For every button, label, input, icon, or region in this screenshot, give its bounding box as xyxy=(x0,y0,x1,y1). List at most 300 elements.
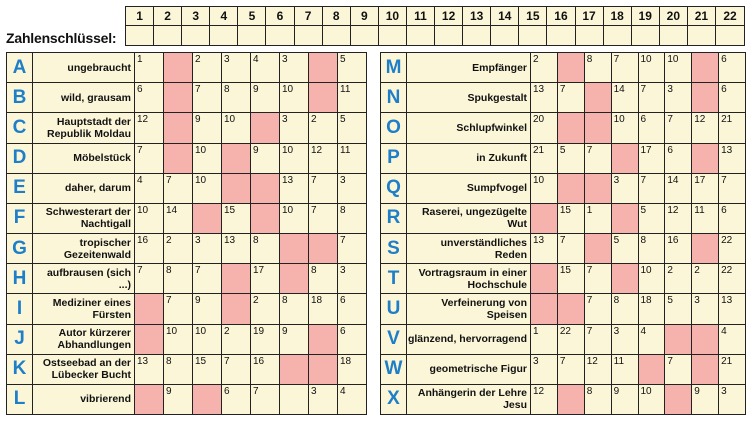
key-cell-13 xyxy=(463,7,491,45)
answer-cell[interactable]: 10 xyxy=(280,144,309,173)
solution-cell-shaded[interactable] xyxy=(251,113,280,142)
key-cell-6 xyxy=(266,7,294,45)
puzzle-row-c xyxy=(7,113,366,143)
key-number: 6 xyxy=(266,7,293,26)
answer-cell[interactable]: 16 xyxy=(135,234,164,263)
solution-cell-shaded[interactable] xyxy=(309,234,338,263)
solution-cell-shaded[interactable] xyxy=(309,355,338,384)
clue-text: unverständliches Reden xyxy=(407,234,531,263)
solution-cell-shaded[interactable] xyxy=(692,355,719,384)
solution-cell-shaded[interactable] xyxy=(692,144,719,173)
clue-text: Raserei, ungezügelte Wut xyxy=(407,204,531,233)
key-number: 17 xyxy=(576,7,603,26)
solution-cell-shaded[interactable] xyxy=(665,325,692,354)
solution-cell-shaded[interactable] xyxy=(531,204,558,233)
puzzle-row-t xyxy=(381,264,745,294)
answer-cell[interactable]: 7 xyxy=(251,385,280,414)
answer-cell[interactable]: 2 xyxy=(251,294,280,323)
puzzle-row-e xyxy=(7,174,366,204)
answer-cell[interactable]: 7 xyxy=(340,235,346,247)
answer-cell[interactable]: 13 xyxy=(222,234,251,263)
answer-cell[interactable]: 15 xyxy=(558,264,585,293)
row-letter: F xyxy=(7,204,33,233)
answer-cell[interactable]: 2 xyxy=(309,113,338,142)
answer-cell[interactable]: 16 xyxy=(251,355,280,384)
key-number: 5 xyxy=(238,7,265,26)
answer-cell[interactable]: 6 xyxy=(721,204,727,216)
key-cell-14 xyxy=(491,7,519,45)
solution-cell-shaded[interactable] xyxy=(164,83,193,112)
answer-cell[interactable]: 10 xyxy=(531,174,558,203)
key-answer-box[interactable] xyxy=(379,26,406,45)
answer-cell[interactable]: 8 xyxy=(639,234,666,263)
solution-cell-shaded[interactable] xyxy=(222,264,251,293)
answer-cell[interactable]: 11 xyxy=(612,355,639,384)
answer-cell[interactable]: 9 xyxy=(612,385,639,414)
answer-cell[interactable]: 3 xyxy=(309,385,338,414)
answer-cell[interactable]: 1 xyxy=(531,325,558,354)
row-letter: V xyxy=(381,325,407,354)
key-cell-8 xyxy=(323,7,351,45)
answer-cell[interactable]: 11 xyxy=(340,84,351,96)
answer-cell[interactable]: 7 xyxy=(309,174,338,203)
answer-cell[interactable]: 11 xyxy=(692,204,719,233)
key-answer-box[interactable] xyxy=(632,26,659,45)
answer-cell[interactable]: 22 xyxy=(721,265,733,277)
solution-cell-shaded[interactable] xyxy=(585,234,612,263)
answer-cell[interactable]: 10 xyxy=(280,204,309,233)
answer-cell[interactable]: 2 xyxy=(665,264,692,293)
answer-cell[interactable]: 3 xyxy=(692,294,719,323)
answer-cell[interactable]: 6 xyxy=(340,325,346,337)
answer-cell[interactable]: 7 xyxy=(558,234,585,263)
answer-cell[interactable]: 7 xyxy=(721,174,727,186)
answer-cell[interactable]: 9 xyxy=(193,294,222,323)
key-cell-21 xyxy=(688,7,716,45)
answer-cells xyxy=(531,234,745,263)
solution-cell-shaded[interactable] xyxy=(692,83,719,112)
answer-cell[interactable]: 13 xyxy=(721,295,733,307)
key-number: 2 xyxy=(154,7,181,26)
answer-cell[interactable]: 15 xyxy=(193,355,222,384)
answer-cell[interactable]: 9 xyxy=(280,325,309,354)
solution-cell-shaded[interactable] xyxy=(612,144,639,173)
answer-cell[interactable]: 7 xyxy=(585,325,612,354)
solution-cell-shaded[interactable] xyxy=(558,294,585,323)
clue-text: Empfänger xyxy=(407,53,531,82)
puzzle-row-x xyxy=(381,385,745,414)
answer-cell[interactable]: 18 xyxy=(639,294,666,323)
answer-cell[interactable]: 13 xyxy=(135,355,164,384)
solution-cell-shaded[interactable] xyxy=(164,53,193,82)
clue-text: Sumpfvogel xyxy=(407,174,531,203)
answer-cell[interactable]: 8 xyxy=(222,83,251,112)
answer-cell[interactable]: 8 xyxy=(251,234,280,263)
solution-cell-shaded[interactable] xyxy=(280,264,309,293)
answer-cell[interactable]: 20 xyxy=(531,113,558,142)
puzzle-row-u xyxy=(381,294,745,324)
answer-cell[interactable]: 7 xyxy=(585,294,612,323)
key-answer-box[interactable] xyxy=(716,26,744,45)
puzzle-row-l xyxy=(7,385,366,414)
answer-cell[interactable]: 10 xyxy=(280,83,309,112)
solution-cell-shaded[interactable] xyxy=(612,204,639,233)
key-number: 16 xyxy=(547,7,574,26)
answer-cell[interactable]: 8 xyxy=(164,355,193,384)
answer-cell[interactable]: 12 xyxy=(135,113,164,142)
answer-cell[interactable]: 21 xyxy=(721,355,733,367)
answer-cell[interactable]: 12 xyxy=(309,144,338,173)
answer-cell[interactable]: 14 xyxy=(665,174,692,203)
puzzle-row-j xyxy=(7,325,366,355)
answer-cell[interactable]: 7 xyxy=(309,204,338,233)
answer-cells xyxy=(135,385,366,414)
answer-cell[interactable]: 12 xyxy=(531,385,558,414)
row-letter: X xyxy=(381,385,407,414)
answer-cell[interactable]: 7 xyxy=(639,83,666,112)
answer-cell[interactable]: 8 xyxy=(309,264,338,293)
clue-text: Autor kürzerer Abhandlungen xyxy=(33,325,135,354)
solution-cell-shaded[interactable] xyxy=(692,234,719,263)
key-answer-box[interactable] xyxy=(435,26,462,45)
answer-cell[interactable]: 6 xyxy=(135,83,164,112)
solution-cell-shaded[interactable] xyxy=(251,204,280,233)
answer-cell[interactable]: 3 xyxy=(340,174,346,186)
answer-cell[interactable]: 9 xyxy=(164,385,193,414)
solution-cell-shaded[interactable] xyxy=(309,325,338,354)
key-answer-box[interactable] xyxy=(547,26,574,45)
solution-cell-shaded[interactable] xyxy=(558,53,585,82)
answer-cell[interactable] xyxy=(280,385,309,414)
solution-cell-shaded[interactable] xyxy=(193,385,222,414)
answer-cell[interactable]: 5 xyxy=(639,204,666,233)
row-letter: N xyxy=(381,83,407,112)
clue-text: Möbelstück xyxy=(33,144,135,173)
answer-cell[interactable]: 6 xyxy=(721,84,727,96)
clue-text: wild, grausam xyxy=(33,83,135,112)
row-letter: T xyxy=(381,264,407,293)
key-answer-box[interactable] xyxy=(238,26,265,45)
answer-cell[interactable]: 22 xyxy=(721,235,733,247)
solution-cell-shaded[interactable] xyxy=(585,83,612,112)
key-cell-4 xyxy=(210,7,238,45)
answer-cells xyxy=(135,83,366,112)
solution-cell-shaded[interactable] xyxy=(309,83,338,112)
puzzle-row-s xyxy=(381,234,745,264)
answer-cell[interactable]: 3 xyxy=(721,385,727,397)
key-answer-box[interactable] xyxy=(266,26,293,45)
answer-cell[interactable]: 3 xyxy=(340,265,346,277)
answer-cell[interactable]: 3 xyxy=(280,53,309,82)
answer-cell[interactable]: 2 xyxy=(164,234,193,263)
answer-cell[interactable]: 6 xyxy=(721,54,727,65)
answer-cell[interactable]: 9 xyxy=(193,113,222,142)
solution-cell-shaded[interactable] xyxy=(558,385,585,414)
answer-cell[interactable]: 9 xyxy=(692,385,719,414)
puzzle-row-g xyxy=(7,234,366,264)
row-letter: Q xyxy=(381,174,407,203)
answer-cell[interactable]: 13 xyxy=(531,234,558,263)
answer-cell[interactable]: 3 xyxy=(280,113,309,142)
answer-cell[interactable]: 3 xyxy=(665,83,692,112)
answer-cell[interactable]: 7 xyxy=(558,83,585,112)
answer-cells xyxy=(531,325,745,354)
answer-cell[interactable]: 19 xyxy=(251,325,280,354)
solution-cell-shaded[interactable] xyxy=(585,113,612,142)
answer-cell[interactable]: 18 xyxy=(340,355,352,367)
clue-text: Ostseebad an der Lübecker Bucht xyxy=(33,355,135,384)
answer-cells xyxy=(531,264,745,293)
row-letter: M xyxy=(381,53,407,82)
solution-cell-shaded[interactable] xyxy=(309,53,338,82)
answer-cell[interactable]: 10 xyxy=(193,325,222,354)
answer-cell[interactable]: 13 xyxy=(280,174,309,203)
puzzle-row-n xyxy=(381,83,745,113)
key-answer-box[interactable] xyxy=(604,26,631,45)
row-letter: R xyxy=(381,204,407,233)
key-cell-3 xyxy=(182,7,210,45)
key-title: Zahlenschlüssel: xyxy=(6,30,117,46)
answer-cell[interactable]: 8 xyxy=(585,385,612,414)
key-answer-box[interactable] xyxy=(323,26,350,45)
key-answer-box[interactable] xyxy=(688,26,715,45)
answer-cell[interactable]: 8 xyxy=(164,264,193,293)
puzzle-row-b xyxy=(7,83,366,113)
key-answer-box[interactable] xyxy=(576,26,603,45)
answer-cell[interactable]: 12 xyxy=(665,204,692,233)
solution-cell-shaded[interactable] xyxy=(585,174,612,203)
key-cell-22 xyxy=(716,7,744,45)
solution-cell-shaded[interactable] xyxy=(692,325,719,354)
answer-cell[interactable]: 7 xyxy=(585,144,612,173)
clue-text: Spukgestalt xyxy=(407,83,531,112)
answer-cells xyxy=(135,53,366,82)
key-number: 8 xyxy=(323,7,350,26)
answer-cells xyxy=(531,144,745,173)
answer-cell[interactable]: 3 xyxy=(531,355,558,384)
key-cell-2 xyxy=(154,7,182,45)
answer-cell[interactable]: 7 xyxy=(585,264,612,293)
answer-cell[interactable]: 3 xyxy=(222,53,251,82)
puzzle-row-q xyxy=(381,174,745,204)
solution-cell-shaded[interactable] xyxy=(222,144,251,173)
puzzle-row-w xyxy=(381,355,745,385)
row-letter: J xyxy=(7,325,33,354)
key-cell-18 xyxy=(604,7,632,45)
clue-text: tropischer Gezeitenwald xyxy=(33,234,135,263)
answer-cell[interactable]: 7 xyxy=(135,144,164,173)
answer-cell[interactable]: 7 xyxy=(164,174,193,203)
answer-cells xyxy=(135,294,366,323)
solution-cell-shaded[interactable] xyxy=(222,294,251,323)
key-number: 13 xyxy=(463,7,490,26)
answer-cell[interactable]: 2 xyxy=(222,325,251,354)
answer-cell[interactable]: 7 xyxy=(639,174,666,203)
key-answer-box[interactable] xyxy=(463,26,490,45)
answer-cell[interactable]: 10 xyxy=(612,113,639,142)
answer-cell[interactable]: 2 xyxy=(531,53,558,82)
solution-cell-shaded[interactable] xyxy=(531,264,558,293)
answer-cell[interactable]: 6 xyxy=(639,113,666,142)
key-answer-box[interactable] xyxy=(126,26,153,45)
key-answer-box[interactable] xyxy=(210,26,237,45)
answer-cell[interactable]: 10 xyxy=(665,53,692,82)
key-answer-box[interactable] xyxy=(182,26,209,45)
solution-cell-shaded[interactable] xyxy=(692,53,719,82)
answer-cell[interactable]: 13 xyxy=(531,83,558,112)
puzzle-row-m xyxy=(381,53,745,83)
answer-cell[interactable]: 1 xyxy=(135,53,164,82)
solution-cell-shaded[interactable] xyxy=(665,385,692,414)
solution-cell-shaded[interactable] xyxy=(280,355,309,384)
answer-cell[interactable]: 2 xyxy=(193,53,222,82)
key-answer-box[interactable] xyxy=(660,26,687,45)
solution-cell-shaded[interactable] xyxy=(612,264,639,293)
answer-cells xyxy=(531,83,745,112)
answer-cells xyxy=(531,385,745,414)
answer-cell[interactable]: 10 xyxy=(639,385,666,414)
puzzle-row-f xyxy=(7,204,366,234)
answer-cell[interactable]: 10 xyxy=(639,53,666,82)
answer-cell[interactable]: 10 xyxy=(193,144,222,173)
answer-cell[interactable]: 3 xyxy=(612,174,639,203)
key-answer-box[interactable] xyxy=(519,26,546,45)
answer-cell[interactable]: 10 xyxy=(222,113,251,142)
answer-cell[interactable]: 12 xyxy=(585,355,612,384)
row-letter: P xyxy=(381,144,407,173)
solution-cell-shaded[interactable] xyxy=(558,174,585,203)
answer-cells xyxy=(531,53,745,82)
answer-cell[interactable]: 15 xyxy=(558,204,585,233)
answer-cell[interactable]: 10 xyxy=(193,174,222,203)
answer-cell[interactable]: 4 xyxy=(340,385,346,397)
solution-cell-shaded[interactable] xyxy=(639,355,666,384)
clue-text: ungebraucht xyxy=(33,53,135,82)
answer-cell[interactable]: 22 xyxy=(558,325,585,354)
solution-cell-shaded[interactable] xyxy=(531,294,558,323)
answer-cell[interactable]: 14 xyxy=(612,83,639,112)
answer-cell[interactable]: 10 xyxy=(135,204,164,233)
answer-cell[interactable]: 3 xyxy=(193,234,222,263)
answer-cell[interactable]: 7 xyxy=(665,113,692,142)
answer-cell[interactable]: 18 xyxy=(309,294,338,323)
answer-cell[interactable]: 5 xyxy=(340,114,346,126)
answer-cells xyxy=(135,174,366,203)
row-letter: W xyxy=(381,355,407,384)
row-letter: L xyxy=(7,385,33,414)
answer-cell[interactable]: 8 xyxy=(280,294,309,323)
answer-cell[interactable]: 9 xyxy=(251,144,280,173)
answer-cell[interactable]: 3 xyxy=(612,325,639,354)
answer-cell[interactable]: 15 xyxy=(222,204,251,233)
key-answer-box[interactable] xyxy=(351,26,378,45)
answer-cell[interactable]: 5 xyxy=(612,234,639,263)
clue-text: aufbrausen (sich ...) xyxy=(33,264,135,293)
answer-cells xyxy=(135,325,366,354)
puzzle-row-o xyxy=(381,113,745,143)
answer-cell[interactable]: 2 xyxy=(692,264,719,293)
key-number: 9 xyxy=(351,7,378,26)
key-number: 1 xyxy=(126,7,153,26)
answer-cell[interactable]: 17 xyxy=(692,174,719,203)
answer-cell[interactable]: 8 xyxy=(340,204,346,216)
solution-cell-shaded[interactable] xyxy=(558,113,585,142)
answer-cell[interactable]: 4 xyxy=(721,325,727,337)
key-answer-box[interactable] xyxy=(407,26,434,45)
answer-cell[interactable]: 13 xyxy=(721,144,733,156)
solution-cell-shaded[interactable] xyxy=(280,234,309,263)
answer-cell[interactable]: 5 xyxy=(665,294,692,323)
row-letter: B xyxy=(7,83,33,112)
key-cell-10 xyxy=(379,7,407,45)
solution-cell-shaded[interactable] xyxy=(193,204,222,233)
answer-cell[interactable]: 7 xyxy=(193,264,222,293)
solution-cell-shaded[interactable] xyxy=(164,113,193,142)
key-answer-box[interactable] xyxy=(491,26,518,45)
answer-cell[interactable]: 1 xyxy=(585,204,612,233)
answer-cell[interactable]: 14 xyxy=(164,204,193,233)
answer-cell[interactable]: 4 xyxy=(639,325,666,354)
key-number: 4 xyxy=(210,7,237,26)
answer-cell[interactable]: 21 xyxy=(721,114,733,126)
key-answer-box[interactable] xyxy=(154,26,181,45)
answer-cell[interactable]: 5 xyxy=(340,54,346,65)
answer-cell[interactable]: 10 xyxy=(639,264,666,293)
answer-cell[interactable]: 9 xyxy=(251,83,280,112)
solution-cell-shaded[interactable] xyxy=(135,325,164,354)
key-number: 19 xyxy=(632,7,659,26)
solution-cell-shaded[interactable] xyxy=(135,385,164,414)
row-letter: K xyxy=(7,355,33,384)
answer-cell[interactable]: 7 xyxy=(665,355,692,384)
answer-cell[interactable]: 6 xyxy=(222,385,251,414)
key-number: 20 xyxy=(660,7,687,26)
answer-cell[interactable]: 17 xyxy=(639,144,666,173)
answer-cell[interactable]: 16 xyxy=(665,234,692,263)
solution-cell-shaded[interactable] xyxy=(164,144,193,173)
answer-cell[interactable]: 4 xyxy=(135,174,164,203)
answer-cell[interactable]: 4 xyxy=(251,53,280,82)
answer-cell[interactable]: 8 xyxy=(585,53,612,82)
solution-cell-shaded[interactable] xyxy=(222,174,251,203)
key-number: 3 xyxy=(182,7,209,26)
key-answer-box[interactable] xyxy=(295,26,322,45)
answer-cell[interactable]: 5 xyxy=(558,144,585,173)
answer-cell[interactable]: 8 xyxy=(612,294,639,323)
key-cell-12 xyxy=(435,7,463,45)
solution-cell-shaded[interactable] xyxy=(251,174,280,203)
clue-text: geometrische Figur xyxy=(407,355,531,384)
answer-cell[interactable]: 17 xyxy=(251,264,280,293)
answer-cell[interactable]: 7 xyxy=(164,294,193,323)
right-puzzle-panel xyxy=(380,52,746,415)
answer-cell[interactable]: 6 xyxy=(665,144,692,173)
answer-cell[interactable]: 6 xyxy=(340,295,346,307)
answer-cell[interactable]: 10 xyxy=(164,325,193,354)
clue-text: glänzend, hervorragend xyxy=(407,325,531,354)
key-number: 15 xyxy=(519,7,546,26)
answer-cell[interactable]: 7 xyxy=(222,355,251,384)
answer-cell[interactable]: 12 xyxy=(692,113,719,142)
answer-cell[interactable]: 11 xyxy=(340,144,351,156)
answer-cell[interactable]: 7 xyxy=(193,83,222,112)
answer-cell[interactable]: 21 xyxy=(531,144,558,173)
key-cell-15 xyxy=(519,7,547,45)
solution-cell-shaded[interactable] xyxy=(135,294,164,323)
answer-cell[interactable]: 7 xyxy=(558,355,585,384)
answer-cell[interactable]: 7 xyxy=(612,53,639,82)
answer-cell[interactable]: 7 xyxy=(135,264,164,293)
